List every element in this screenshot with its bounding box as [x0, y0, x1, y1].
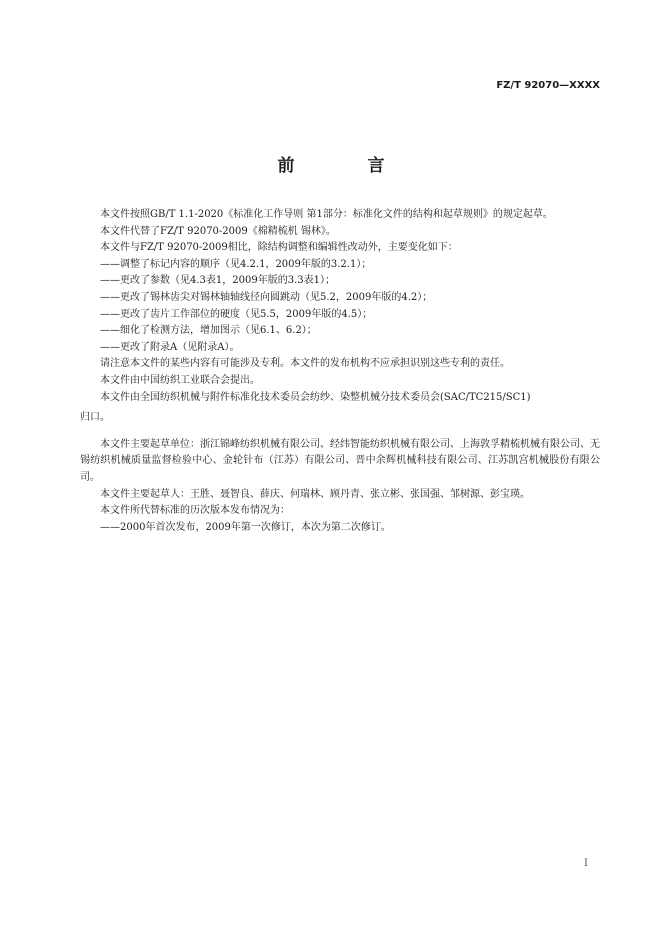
paragraph-drafters: 本文件主要起草人：王胜、聂智良、薛庆、何瑞林、顾丹青、张立彬、张国强、邹树源、彭宝瑛。 [100, 488, 530, 500]
document-code: FZ/T 92070—XXXX [496, 80, 600, 91]
list-item: ——更改了附录A（见附录A）。 [100, 341, 240, 353]
list-item: ——细化了检测方法，增加图示（见6.1、6.2）； [100, 325, 317, 337]
page-title: 前 言 [277, 156, 413, 176]
list-item: ——2000年首次发布，2009年第一次修订，本次为第二次修订。 [100, 521, 391, 533]
paragraph-replaces: 本文件代替了FZ/T 92070-2009《棉精梳机 锡林》。 [100, 225, 336, 237]
paragraph-patent-notice: 请注意本文件的某些内容有可能涉及专利。本文件的发布机构不应承担识别这些专利的责任。 [100, 358, 510, 370]
paragraph-changes-intro: 本文件与FZ/T 92070-2009相比，除结构调整和编辑性改动外，主要变化如下： [100, 242, 458, 254]
paragraph-committee-continued: 归口。 [80, 412, 110, 424]
paragraph-proposer: 本文件由中国纺织工业联合会提出。 [100, 374, 260, 386]
paragraph-drafting-units: 本文件主要起草单位：浙江锦峰纺织机械有限公司、经纬智能纺织机械有限公司、上海敦孚精梳机械有限公司、无锡纺织机械质量监督检验中心、金轮针布（江苏）有限公司、晋中余辉机械科技有限公司、江苏凯宫机械股份有限公司。 [80, 438, 600, 483]
list-item: ——调整了标记内容的顺序（见4.2.1，2009年版的3.2.1）； [100, 258, 372, 270]
list-item: ——更改了齿片工作部位的硬度（见5.5，2009年版的4.5）； [100, 308, 373, 320]
list-item: ——更改了锡林齿尖对锡林轴轴线径向圆跳动（见5.2，2009年版的4.2）； [100, 291, 433, 303]
paragraph-drafting-basis: 本文件按照GB/T 1.1-2020《标准化工作导则 第1部分：标准化文件的结构和起草规则》的规定起草。 [100, 209, 553, 220]
foreword-body [80, 207, 600, 536]
list-item: ——更改了参数（见4.3表1，2009年版的3.3表1）； [100, 275, 335, 287]
paragraph-history-intro: 本文件所代替标准的历次版本发布情况为： [100, 505, 290, 517]
paragraph-committee: 本文件由全国纺织机械与附件标准化技术委员会纺纱、染整机械分技术委员会(SAC/TC215/SC1) [100, 391, 531, 403]
page-number: I [584, 858, 588, 869]
